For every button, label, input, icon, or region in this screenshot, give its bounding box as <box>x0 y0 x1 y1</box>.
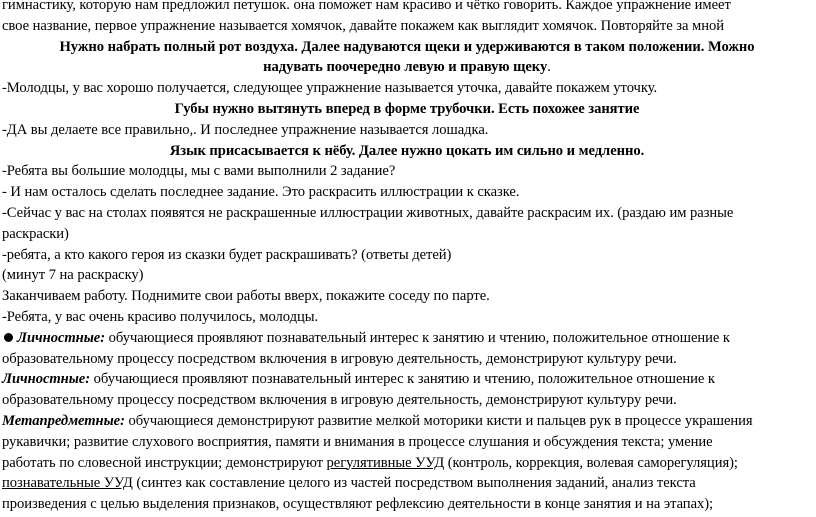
instruction-bold <box>2 37 812 58</box>
instruction-text: надувать поочередно левую и правую щеку <box>263 59 548 76</box>
paragraph-line: Заканчиваем работу. Поднимите свои работы вверх, покажите соседу по парте. <box>2 288 490 305</box>
paragraph-line: гимнастику, которую нам предложил петушок. она поможет нам красиво и чётко говорить. Каждое упражнение имеет <box>2 0 731 13</box>
text-span: (синтез как составление целого из частей посредством выполнения заданий, анализ текста <box>132 475 696 492</box>
text-span: работать по словесной инструкции; демонстрируют <box>2 454 327 471</box>
cognitive-uud-link[interactable]: познавательные УУД <box>2 475 133 492</box>
paragraph-line: -Ребята, у вас очень красиво получилось, молодцы. <box>2 308 319 325</box>
paragraph-line: (минут 7 на раскраску) <box>2 267 144 284</box>
section-label: Метапредметные: <box>2 412 125 429</box>
paragraph-line: -ребята, а кто какого героя из сказки будет раскрашивать? (ответы детей) <box>2 246 452 263</box>
paragraph-line: -ДА вы делаете все правильно,. И последнее упражнение называется лошадка. <box>2 121 489 138</box>
instruction-text: Нужно набрать полный рот воздуха. Далее надуваются щеки и удерживаются в таком положении. Можно <box>59 38 755 55</box>
section-text: обучающиеся проявляют познавательный интерес к занятию и чтению, положительное отношение к <box>90 371 715 388</box>
section-text: обучающиеся проявляют познавательный интерес к занятию и чтению, положительное отношение к <box>105 329 730 346</box>
paragraph-line: образовательному процессу посредством включения в игровую деятельность, демонстрируют культуру речи. <box>2 350 677 367</box>
section-label: Личностные: <box>17 329 106 346</box>
section-label: Личностные: <box>2 371 91 388</box>
section-line <box>2 369 812 390</box>
text-span: (контроль, коррекция, волевая саморегуляция); <box>444 454 738 471</box>
section-line <box>2 411 812 432</box>
instruction-bold: Губы нужно вытянуть вперед в форме трубочки. Есть похожее занятие <box>174 100 640 117</box>
paragraph-line: произведения с целью выделения признаков, осуществляют рефлексию деятельности в конце занятия и на этапах); <box>2 496 714 513</box>
period: . <box>547 59 551 76</box>
section-text: обучающиеся демонстрируют развитие мелкой моторики кисти и пальцев рук в процессе украшения <box>124 412 753 429</box>
paragraph-line <box>2 473 812 494</box>
bullet-line <box>2 328 812 349</box>
paragraph-line: раскраски) <box>2 225 69 242</box>
instruction-bold: Язык присасывается к нёбу. Далее нужно цокать им сильно и медленно. <box>169 142 645 159</box>
bullet-icon <box>4 333 13 342</box>
paragraph-line: - И нам осталось сделать последнее задание. Это раскрасить иллюстрации к сказке. <box>2 184 520 201</box>
paragraph-line: -Молодцы, у вас хорошо получается, следующее упражнение называется уточка, давайте покажем уточку. <box>2 80 658 97</box>
paragraph-line <box>2 453 812 474</box>
paragraph-line: образовательному процессу посредством включения в игровую деятельность, демонстрируют культуру речи. <box>2 392 677 409</box>
instruction-bold <box>2 57 812 78</box>
regulative-uud-link[interactable]: регулятивные УУД <box>326 454 445 471</box>
paragraph-line: -Ребята вы большие молодцы, мы с вами выполнили 2 задание? <box>2 163 396 180</box>
paragraph-line: рукавички; развитие слухового восприятия, памяти и внимания в процессе слушания и обсуждения текста; умение <box>2 433 713 450</box>
paragraph-line: -Сейчас у вас на столах появятся не раскрашенные иллюстрации животных, давайте раскрасим их. (раздаю им разные <box>2 204 734 221</box>
paragraph-line: свое название, первое упражнение называется хомячок, давайте покажем как выглядит хомячок. Повторяйте за мной <box>2 17 724 34</box>
